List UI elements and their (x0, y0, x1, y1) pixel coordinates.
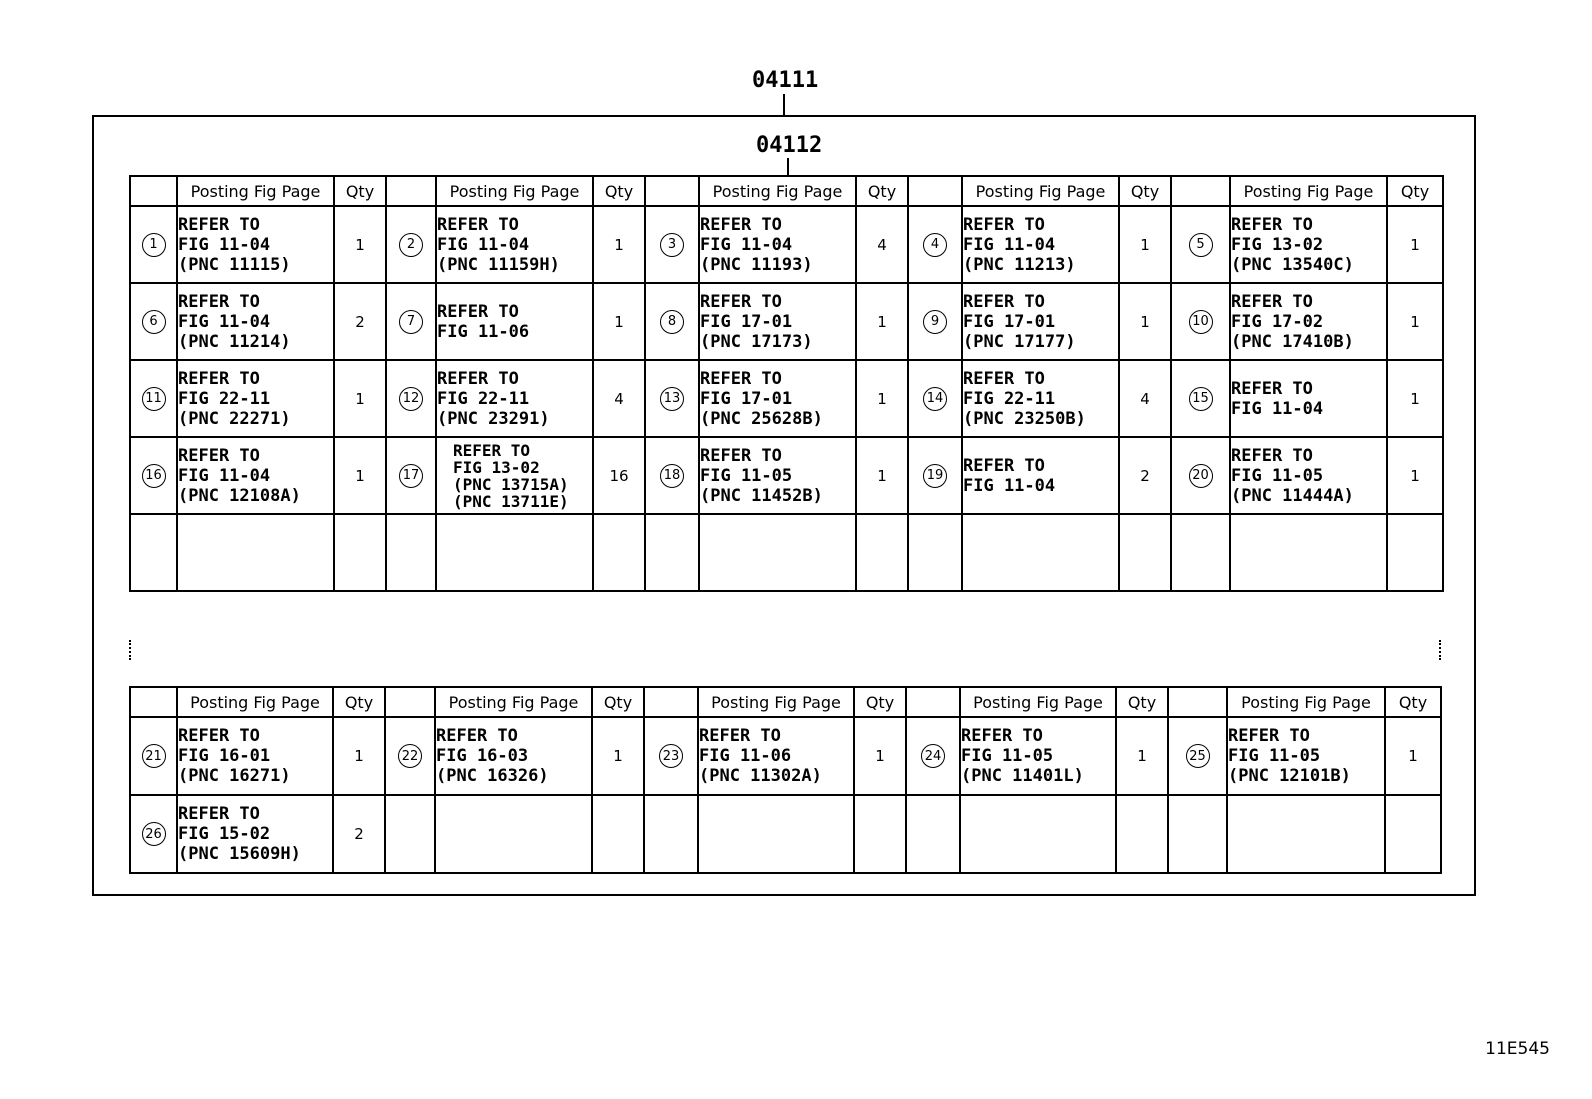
item-number-cell (906, 795, 960, 873)
item-number-cell (645, 206, 699, 283)
item-number-badge: 20 (1189, 464, 1213, 488)
quantity (334, 514, 386, 591)
quantity: 1 (1387, 360, 1443, 437)
item-number-cell (908, 514, 962, 591)
fig-reference: REFER TO FIG 11-04 (1230, 360, 1387, 437)
fig-reference: REFER TO FIG 13-02 (PNC 13715A) (PNC 13711E) (436, 437, 593, 514)
item-number-cell (1171, 437, 1230, 514)
quantity: 1 (1119, 283, 1171, 360)
fig-reference: REFER TO FIG 17-01 (PNC 17173) (699, 283, 856, 360)
quantity: 1 (1119, 206, 1171, 283)
item-number-badge: 5 (1189, 233, 1213, 257)
fig-reference: REFER TO FIG 11-06 (436, 283, 593, 360)
header-index-cell (130, 176, 177, 206)
item-number-badge: 18 (660, 464, 684, 488)
table-row (130, 360, 1443, 437)
quantity: 1 (1387, 206, 1443, 283)
item-number-badge: 4 (923, 233, 947, 257)
item-number-badge: 19 (923, 464, 947, 488)
fig-reference: REFER TO FIG 11-05 (PNC 11401L) (960, 717, 1116, 795)
item-number-cell (1171, 283, 1230, 360)
header-index-cell (645, 176, 699, 206)
header-fig-page: Posting Fig Page (698, 687, 854, 717)
top-assembly-label: 04111 (752, 68, 819, 93)
header-index-cell (1168, 687, 1227, 717)
item-number-cell (386, 514, 436, 591)
quantity: 1 (333, 717, 385, 795)
item-number-badge: 2 (399, 233, 423, 257)
item-number-cell (908, 206, 962, 283)
sub-leader-line (787, 158, 789, 176)
fig-reference (436, 514, 593, 591)
quantity: 1 (856, 283, 908, 360)
fig-reference: REFER TO FIG 11-04 (PNC 11213) (962, 206, 1119, 283)
item-number-badge: 24 (921, 744, 945, 768)
fig-reference: REFER TO FIG 11-04 (PNC 11214) (177, 283, 334, 360)
quantity: 1 (593, 206, 645, 283)
quantity: 2 (334, 283, 386, 360)
quantity: 4 (593, 360, 645, 437)
header-fig-page: Posting Fig Page (962, 176, 1119, 206)
header-qty: Qty (854, 687, 906, 717)
fig-reference (177, 514, 334, 591)
fig-reference: REFER TO FIG 11-06 (PNC 11302A) (698, 717, 854, 795)
fig-reference: REFER TO FIG 17-01 (PNC 17177) (962, 283, 1119, 360)
item-number-cell (386, 437, 436, 514)
header-row (130, 687, 1441, 717)
item-number-badge: 26 (142, 822, 166, 846)
quantity (1116, 795, 1168, 873)
header-fig-page: Posting Fig Page (1230, 176, 1387, 206)
item-number-cell (906, 717, 960, 795)
quantity (1119, 514, 1171, 591)
item-number-badge: 15 (1189, 387, 1213, 411)
quantity: 4 (856, 206, 908, 283)
quantity: 1 (1387, 437, 1443, 514)
quantity (593, 514, 645, 591)
quantity: 1 (593, 283, 645, 360)
item-number-cell (1171, 206, 1230, 283)
item-number-badge: 16 (142, 464, 166, 488)
sub-assembly-label: 04112 (756, 133, 823, 158)
quantity (592, 795, 644, 873)
fig-reference: REFER TO FIG 22-11 (PNC 23291) (436, 360, 593, 437)
table-row (130, 437, 1443, 514)
top-leader-line (783, 94, 785, 115)
header-index-cell (385, 687, 435, 717)
header-fig-page: Posting Fig Page (177, 176, 334, 206)
item-number-cell (130, 360, 177, 437)
item-number-badge: 23 (659, 744, 683, 768)
header-index-cell (908, 176, 962, 206)
quantity: 2 (1119, 437, 1171, 514)
item-number-cell (1171, 360, 1230, 437)
header-qty: Qty (856, 176, 908, 206)
fig-reference: REFER TO FIG 11-04 (PNC 11159H) (436, 206, 593, 283)
fig-reference: REFER TO FIG 15-02 (PNC 15609H) (177, 795, 333, 873)
header-qty: Qty (593, 176, 645, 206)
header-fig-page: Posting Fig Page (436, 176, 593, 206)
header-fig-page: Posting Fig Page (177, 687, 333, 717)
item-number-cell (386, 360, 436, 437)
fig-reference (1227, 795, 1385, 873)
item-number-badge: 13 (660, 387, 684, 411)
item-number-badge: 8 (660, 310, 684, 334)
item-number-badge: 3 (660, 233, 684, 257)
fig-reference: REFER TO FIG 11-04 (PNC 11115) (177, 206, 334, 283)
fig-reference: REFER TO FIG 17-02 (PNC 17410B) (1230, 283, 1387, 360)
item-number-cell (130, 206, 177, 283)
fig-reference (1230, 514, 1387, 591)
fig-reference: REFER TO FIG 11-05 (PNC 12101B) (1227, 717, 1385, 795)
header-index-cell (386, 176, 436, 206)
item-number-cell (645, 514, 699, 591)
item-number-badge: 12 (399, 387, 423, 411)
item-number-cell (644, 717, 698, 795)
quantity: 1 (854, 717, 906, 795)
header-qty: Qty (333, 687, 385, 717)
header-index-cell (130, 687, 177, 717)
item-number-badge: 14 (923, 387, 947, 411)
fig-reference (699, 514, 856, 591)
continuation-dots-left (129, 640, 133, 660)
item-number-cell (130, 437, 177, 514)
quantity: 1 (1116, 717, 1168, 795)
item-number-cell (386, 206, 436, 283)
fig-reference: REFER TO FIG 11-04 (PNC 12108A) (177, 437, 334, 514)
continuation-dots-right (1439, 640, 1443, 660)
item-number-cell (385, 795, 435, 873)
fig-reference: REFER TO FIG 17-01 (PNC 25628B) (699, 360, 856, 437)
header-index-cell (644, 687, 698, 717)
item-number-badge: 21 (142, 744, 166, 768)
item-number-cell (645, 283, 699, 360)
header-qty: Qty (334, 176, 386, 206)
item-number-cell (908, 360, 962, 437)
fig-reference (960, 795, 1116, 873)
header-fig-page: Posting Fig Page (435, 687, 592, 717)
item-number-cell (130, 795, 177, 873)
table-row (130, 717, 1441, 795)
quantity (1387, 514, 1443, 591)
item-number-badge: 1 (142, 233, 166, 257)
quantity: 1 (856, 360, 908, 437)
parts-table-upper (129, 175, 1444, 592)
header-fig-page: Posting Fig Page (1227, 687, 1385, 717)
header-qty: Qty (1119, 176, 1171, 206)
item-number-cell (908, 283, 962, 360)
quantity: 2 (333, 795, 385, 873)
fig-reference: REFER TO FIG 11-05 (PNC 11444A) (1230, 437, 1387, 514)
quantity: 4 (1119, 360, 1171, 437)
item-number-cell (1168, 717, 1227, 795)
fig-reference (698, 795, 854, 873)
header-qty: Qty (592, 687, 644, 717)
item-number-cell (644, 795, 698, 873)
item-number-cell (386, 283, 436, 360)
quantity: 1 (1385, 717, 1441, 795)
item-number-badge: 22 (398, 744, 422, 768)
header-fig-page: Posting Fig Page (960, 687, 1116, 717)
header-qty: Qty (1385, 687, 1441, 717)
quantity: 16 (593, 437, 645, 514)
item-number-cell (645, 437, 699, 514)
item-number-badge: 6 (142, 310, 166, 334)
header-index-cell (1171, 176, 1230, 206)
fig-reference: REFER TO FIG 11-04 (962, 437, 1119, 514)
fig-reference: REFER TO FIG 22-11 (PNC 22271) (177, 360, 334, 437)
item-number-cell (1171, 514, 1230, 591)
item-number-badge: 9 (923, 310, 947, 334)
quantity (1385, 795, 1441, 873)
item-number-badge: 11 (142, 387, 166, 411)
item-number-cell (130, 514, 177, 591)
quantity (856, 514, 908, 591)
item-number-badge: 17 (399, 464, 423, 488)
item-number-badge: 10 (1189, 310, 1213, 334)
item-number-cell (130, 283, 177, 360)
fig-reference: REFER TO FIG 16-01 (PNC 16271) (177, 717, 333, 795)
item-number-cell (1168, 795, 1227, 873)
fig-reference (435, 795, 592, 873)
table-row (130, 283, 1443, 360)
table-row (130, 795, 1441, 873)
fig-reference: REFER TO FIG 13-02 (PNC 13540C) (1230, 206, 1387, 283)
fig-reference (962, 514, 1119, 591)
item-number-cell (130, 717, 177, 795)
drawing-code: 11E545 (1485, 1039, 1550, 1059)
fig-reference: REFER TO FIG 16-03 (PNC 16326) (435, 717, 592, 795)
table-row (130, 514, 1443, 591)
item-number-cell (908, 437, 962, 514)
item-number-cell (385, 717, 435, 795)
header-index-cell (906, 687, 960, 717)
fig-reference: REFER TO FIG 11-04 (PNC 11193) (699, 206, 856, 283)
quantity: 1 (1387, 283, 1443, 360)
header-qty: Qty (1116, 687, 1168, 717)
item-number-cell (645, 360, 699, 437)
item-number-badge: 25 (1186, 744, 1210, 768)
parts-table-lower (129, 686, 1442, 874)
header-fig-page: Posting Fig Page (699, 176, 856, 206)
quantity: 1 (592, 717, 644, 795)
quantity: 1 (334, 206, 386, 283)
fig-reference: REFER TO FIG 22-11 (PNC 23250B) (962, 360, 1119, 437)
table-row (130, 206, 1443, 283)
quantity: 1 (334, 360, 386, 437)
quantity (854, 795, 906, 873)
fig-reference: REFER TO FIG 11-05 (PNC 11452B) (699, 437, 856, 514)
quantity: 1 (334, 437, 386, 514)
header-row (130, 176, 1443, 206)
item-number-badge: 7 (399, 310, 423, 334)
quantity: 1 (856, 437, 908, 514)
header-qty: Qty (1387, 176, 1443, 206)
